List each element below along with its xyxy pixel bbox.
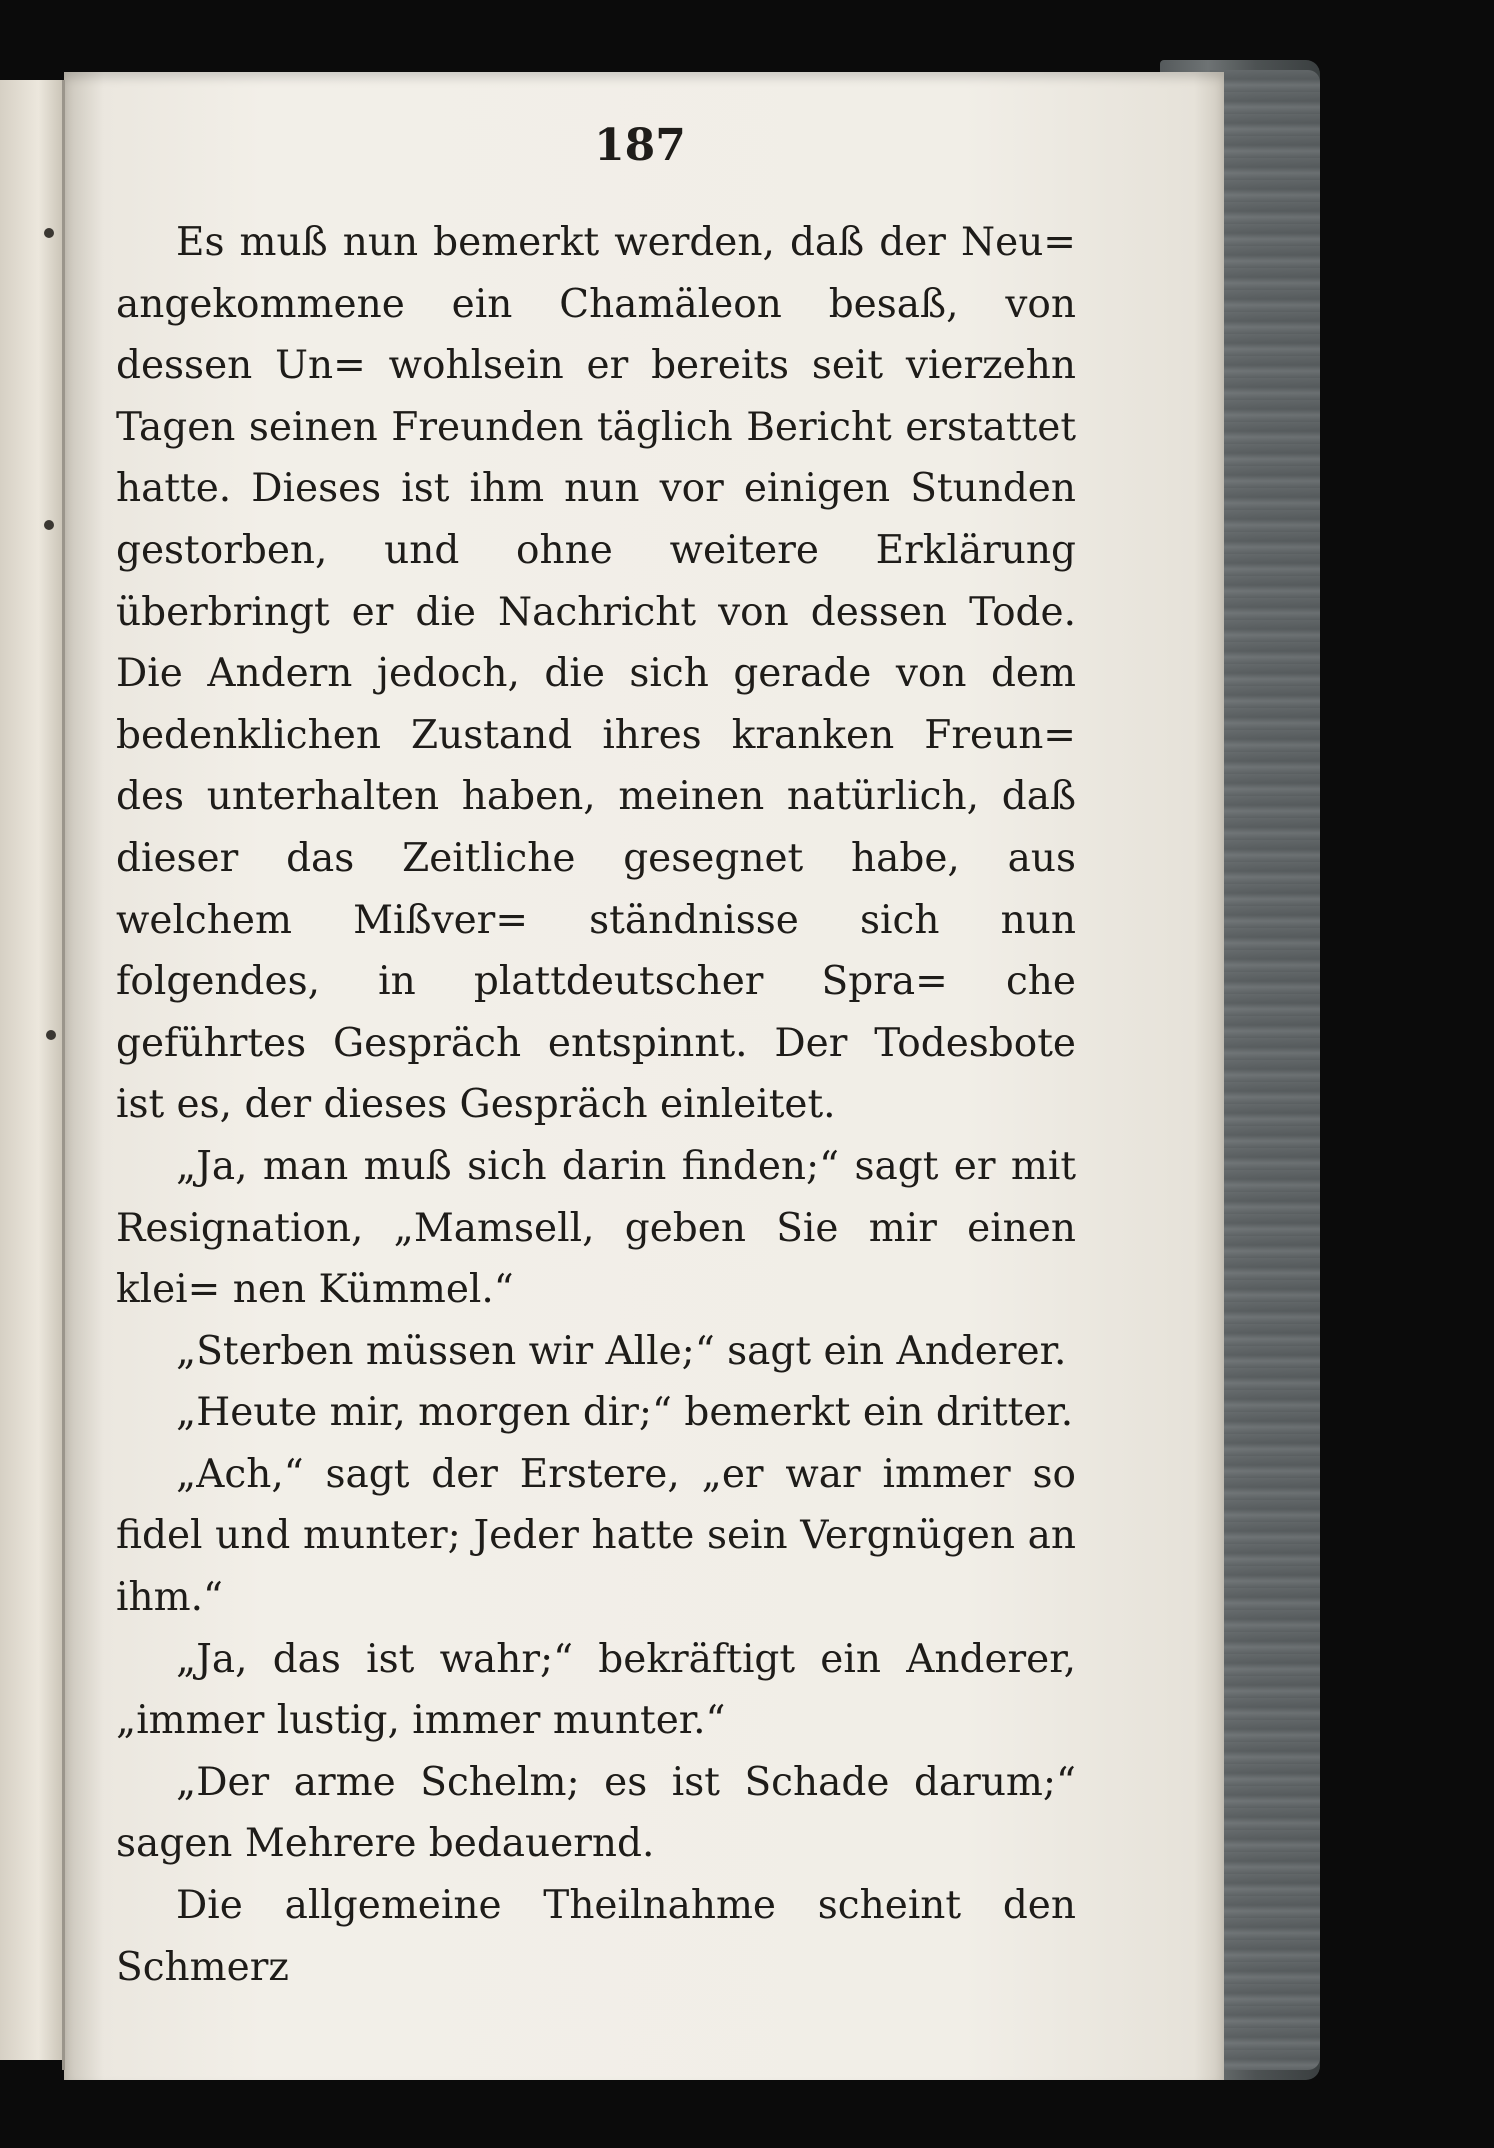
binding-stitch xyxy=(44,228,54,238)
text-line: an ihm.“ xyxy=(116,1513,1076,1621)
text-line: Es muß nun bemerkt werden, daß der Neu= xyxy=(176,220,1076,265)
text-line: „Sterben müssen wir Alle;“ sagt ein Anderer. xyxy=(176,1328,1067,1374)
text-line: ist es, der dieses Gespräch einleitet. xyxy=(116,1082,836,1128)
paragraph xyxy=(116,1875,1076,1998)
text-line: das Zeitliche gesegnet habe, aus welchem Mißver= xyxy=(116,835,1076,943)
text-line: „Ach,“ sagt der Erstere, „er war immer so xyxy=(176,1451,1076,1497)
paragraph xyxy=(116,1752,1076,1875)
binding-stitch xyxy=(44,520,54,530)
text-line: ihm nun vor einigen Stunden gestorben, und ohne xyxy=(116,466,1076,573)
text-line: Freunden täglich Bericht erstattet hatte. Dieses ist xyxy=(116,404,1076,512)
text-line: nen Kümmel.“ xyxy=(232,1267,514,1313)
text-line: Die allgemeine Theilnahme scheint den Schmerz xyxy=(116,1883,1076,1990)
text-line: „Ja, man muß sich darin finden;“ sagt er mit xyxy=(176,1143,1076,1189)
page-number: 187 xyxy=(594,120,686,171)
text-line: „immer lustig, immer munter.“ xyxy=(116,1698,726,1744)
page-text xyxy=(116,212,1076,1998)
text-line: fidel und munter; Jeder hatte sein Vergnügen xyxy=(116,1513,1015,1559)
text-line: von dem bedenklichen Zustand ihres kranken Freun= xyxy=(116,651,1076,758)
paragraph xyxy=(116,1136,1076,1321)
text-line: angekommene ein Chamäleon besaß, von dessen Un= xyxy=(116,281,1076,389)
text-line: des unterhalten haben, meinen natürlich, daß dieser xyxy=(116,774,1076,881)
paragraph xyxy=(116,1321,1076,1383)
text-line: che geführtes Gespräch entspinnt. Der Todesbote xyxy=(116,959,1076,1066)
text-line: „Ja, das ist wahr;“ bekräftigt ein Anderer, xyxy=(176,1636,1076,1682)
cover-edge xyxy=(1210,70,1320,2070)
paragraph xyxy=(116,212,1076,1136)
paragraph xyxy=(116,1382,1076,1444)
binding-stitch xyxy=(46,1030,56,1040)
page-gutter xyxy=(62,80,65,2070)
text-line: weitere Erklärung überbringt er die Nachricht von xyxy=(116,527,1076,635)
text-line: wohlsein er bereits seit vierzehn Tagen seinen xyxy=(116,343,1076,450)
text-line: dessen Tode. Die Andern jedoch, die sich gerade xyxy=(116,589,1076,697)
paragraph xyxy=(116,1629,1076,1752)
text-line: Resignation, „Mamsell, geben Sie mir einen klei= xyxy=(116,1205,1076,1313)
text-line: sagen Mehrere bedauernd. xyxy=(116,1821,655,1867)
paragraph xyxy=(116,1444,1076,1629)
text-line: „Heute mir, morgen dir;“ bemerkt ein dritter. xyxy=(176,1390,1074,1436)
text-line: „Der arme Schelm; es ist Schade darum;“ xyxy=(176,1759,1076,1805)
left-page-edge xyxy=(0,80,64,2060)
text-line: ständnisse sich nun folgendes, in plattdeutscher Spra= xyxy=(116,897,1076,1005)
